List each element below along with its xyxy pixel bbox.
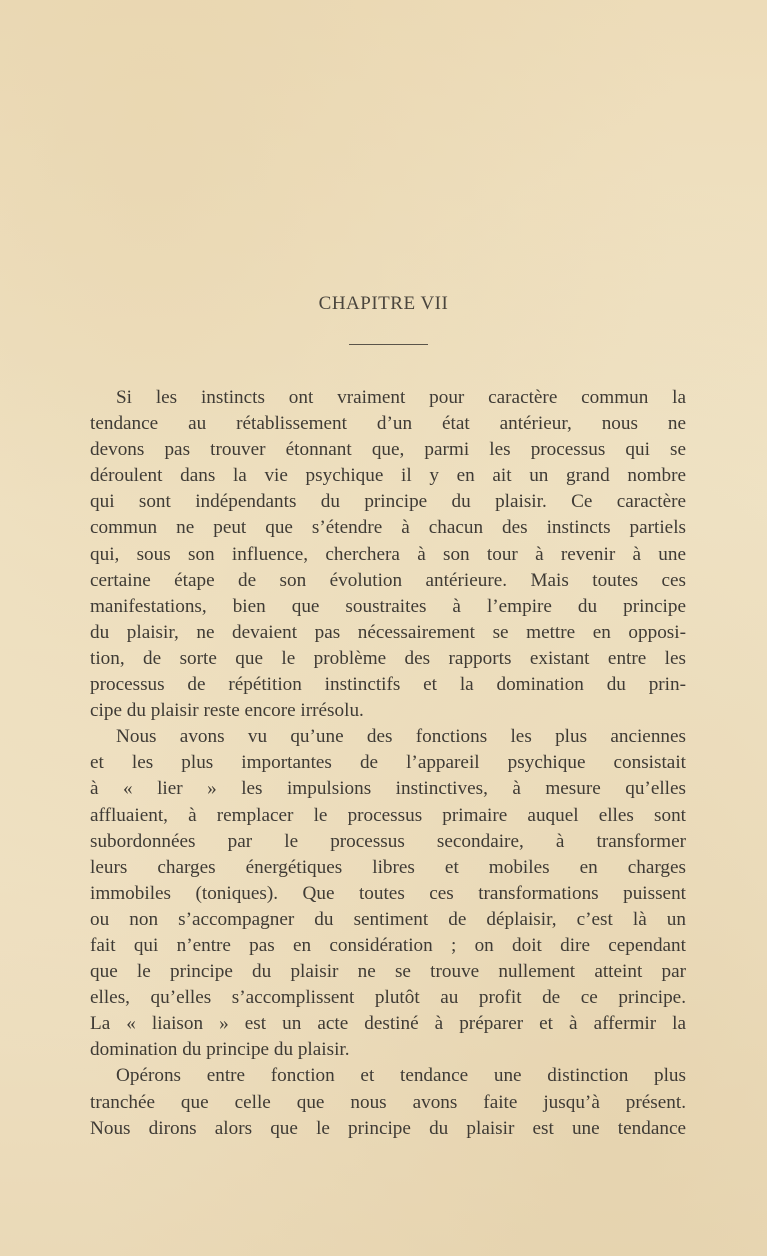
text-line: que le principe du plaisir ne se trouve nullement atteint par — [90, 961, 686, 983]
title-divider — [349, 344, 428, 345]
text-line: certaine étape de son évolution antérieure. Mais toutes ces — [90, 569, 686, 591]
text-line: elles, qu’elles s’accomplissent plutôt au profit de ce principe. — [90, 987, 686, 1009]
paragraph-3 — [90, 1063, 686, 1141]
text-line: qui, sous son influence, cherchera à son tour à revenir à une — [90, 543, 686, 565]
text-line: processus de répétition instinctifs et la domination du prin- — [90, 674, 686, 696]
text-line: du plaisir, ne devaient pas nécessairement se mettre en opposi- — [90, 621, 686, 643]
text-line: devons pas trouver étonnant que, parmi les processus qui se — [90, 439, 686, 461]
text-line: subordonnées par le processus secondaire, à transformer — [90, 830, 686, 852]
text-line: tranchée que celle que nous avons faite jusqu’à présent. — [90, 1091, 686, 1113]
text-line: Opérons entre fonction et tendance une distinction plus — [116, 1065, 686, 1087]
text-line: qui sont indépendants du principe du plaisir. Ce caractère — [90, 491, 686, 513]
body-text — [90, 385, 686, 1142]
paragraph-2 — [90, 724, 686, 1063]
text-line: fait qui n’entre pas en considération ; on doit dire cependant — [90, 934, 686, 956]
chapter-title: CHAPITRE VII — [318, 293, 449, 314]
text-line: tion, de sorte que le problème des rapports existant entre les — [90, 647, 686, 669]
text-line: et les plus importantes de l’appareil psychique consistait — [90, 752, 686, 774]
text-line: ou non s’accompagner du sentiment de déplaisir, c’est là un — [90, 908, 686, 930]
text-line: Nous dirons alors que le principe du plaisir est une tendance — [90, 1117, 686, 1139]
paragraph-1 — [90, 385, 686, 724]
text-line: Nous avons vu qu’une des fonctions les plus anciennes — [116, 726, 686, 748]
text-line: déroulent dans la vie psychique il y en ait un grand nombre — [90, 465, 686, 487]
text-line: cipe du plaisir reste encore irrésolu. — [90, 700, 364, 722]
text-line: affluaient, à remplacer le processus primaire auquel elles sont — [90, 804, 686, 826]
text-line: Si les instincts ont vraiment pour caractère commun la — [116, 387, 686, 408]
text-line: La « liaison » est un acte destiné à préparer et à affermir la — [90, 1013, 686, 1035]
text-line: à « lier » les impulsions instinctives, à mesure qu’elles — [90, 778, 686, 800]
text-line: immobiles (toniques). Que toutes ces transformations puissent — [90, 882, 686, 904]
text-line: tendance au rétablissement d’un état antérieur, nous ne — [90, 413, 686, 435]
text-line: commun ne peut que s’étendre à chacun des instincts partiels — [90, 517, 686, 539]
text-line: manifestations, bien que soustraites à l’empire du principe — [90, 595, 686, 617]
text-line: leurs charges énergétiques libres et mobiles en charges — [90, 856, 686, 878]
text-line: domination du principe du plaisir. — [90, 1039, 350, 1061]
